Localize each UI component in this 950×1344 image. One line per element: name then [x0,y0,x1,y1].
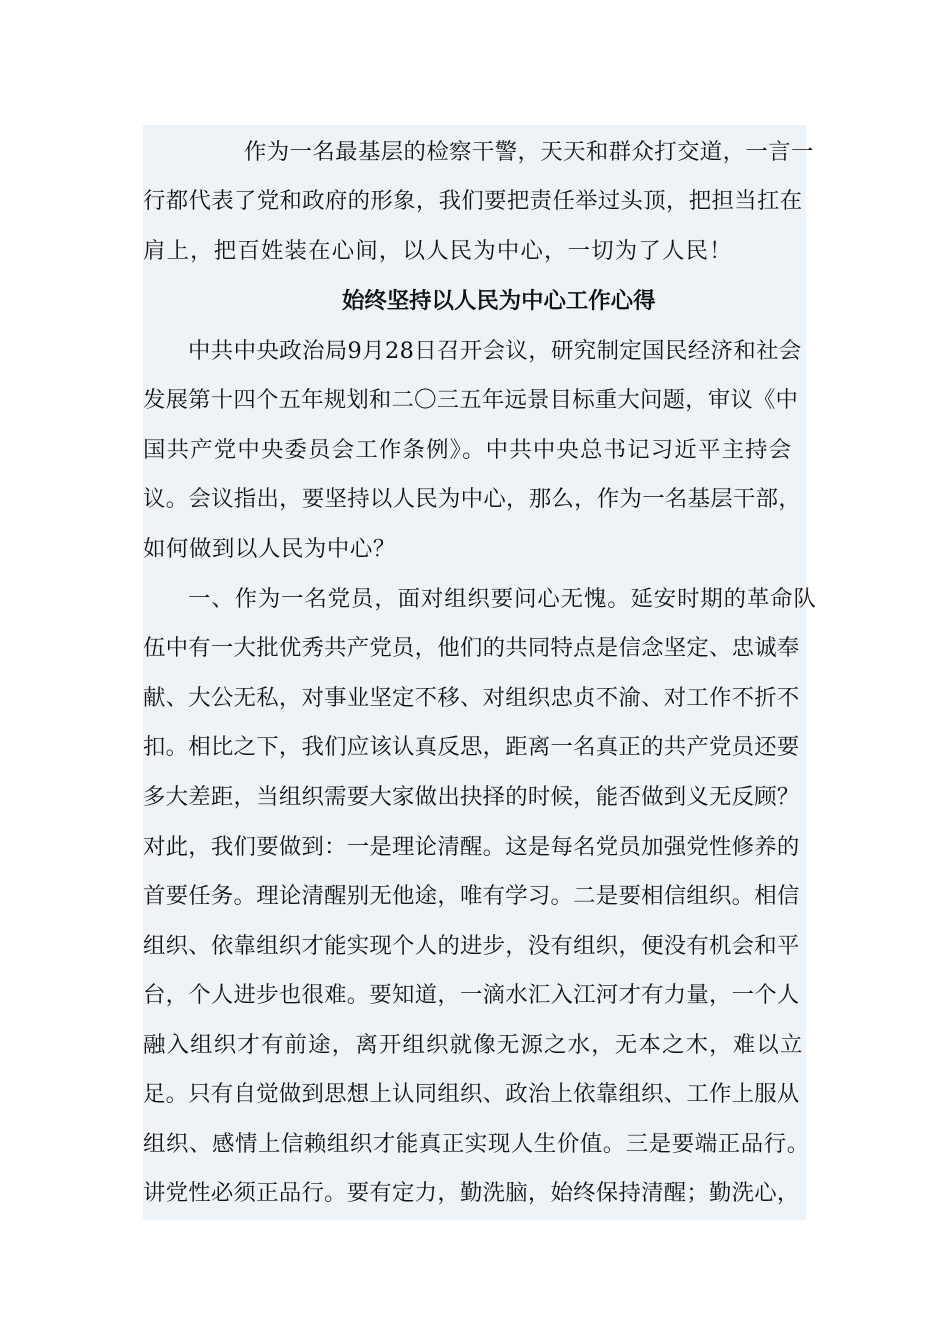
paragraph-line: 首要任务。理论清醒别无他途，唯有学习。二是要相信组织。相信 [143,883,800,909]
paragraph-line: 台，个人进步也很难。要知道，一滴水汇入江河才有力量，一个人 [143,982,800,1008]
paragraph-line: 肩上，把百姓装在心间，以人民为中心，一切为了人民！ [143,238,733,264]
paragraph-line: 献、大公无私，对事业坚定不移、对组织忠贞不渝、对工作不折不 [143,685,800,711]
paragraph-line: 伍中有一大批优秀共产党员，他们的共同特点是信念坚定、忠诚奉 [143,635,800,661]
paragraph-line: 扣。相比之下，我们应该认真反思，距离一名真正的共产党员还要 [143,734,800,760]
paragraph-line: 如何做到以人民为中心？ [143,536,396,562]
paragraph-line: 多大差距，当组织需要大家做出抉择的时候，能否做到义无反顾？ [143,784,800,810]
paragraph-line: 组织、感情上信赖组织才能真正实现人生价值。三是要端正品行。 [143,1131,810,1157]
paragraph-line: 议。会议指出，要坚持以人民为中心，那么，作为一名基层干部， [143,486,802,512]
paragraph-line: 一、作为一名党员，面对组织要问心无愧。延安时期的革命队 [188,586,817,612]
paragraph-line: 足。只有自觉做到思想上认同组织、政治上依靠组织、工作上服从 [143,1081,800,1107]
paragraph-line: 发展第十四个五年规划和二〇三五年远景目标重大问题，审议《中 [143,387,799,413]
paragraph-line: 融入组织才有前途，离开组织就像无源之水，无本之木，难以立 [143,1032,804,1058]
paragraph-line: 讲党性必须正品行。要有定力，勤洗脑，始终保持清醒；勤洗心， [143,1180,800,1206]
paragraph-line: 作为一名最基层的检察干警，天天和群众打交道，一言一 [244,139,814,165]
paragraph-line: 中共中央政治局9月28日召开会议，研究制定国民经济和社会 [188,338,802,364]
paragraph-line: 组织、依靠组织才能实现个人的进步，没有组织，便没有机会和平 [143,933,800,959]
paragraph-line: 行都代表了党和政府的形象，我们要把责任举过头顶，把担当扛在 [143,188,803,214]
section-title: 始终坚持以人民为中心工作心得 [342,288,656,314]
paragraph-line: 国共产党中央委员会工作条例》。中共中央总书记习近平主持会 [143,437,793,463]
highlighted-text-block [143,125,817,1220]
paragraph-line: 对此，我们要做到：一是理论清醒。这是每名党员加强党性修养的 [143,834,800,860]
